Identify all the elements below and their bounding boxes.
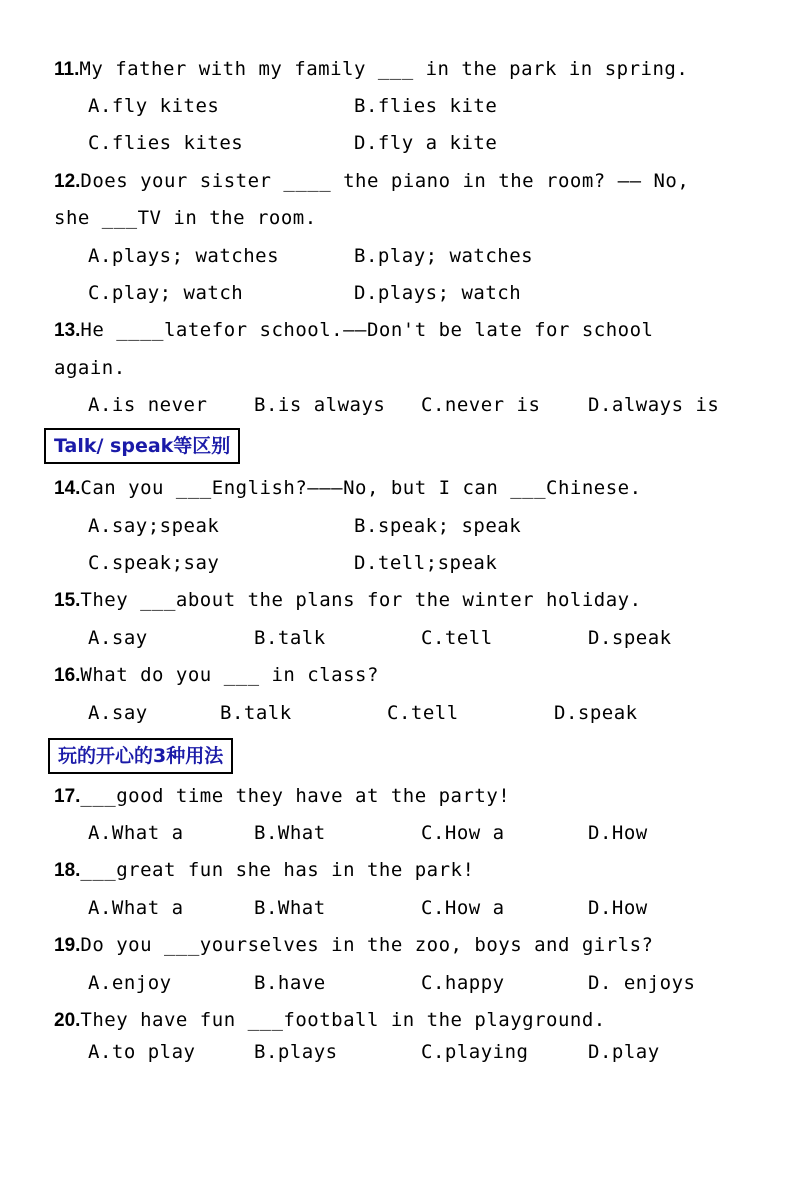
option-d: D.speak (554, 702, 638, 724)
question-number: 15. (54, 590, 81, 611)
question-number: 20. (54, 1010, 81, 1031)
option-c: C.playing (421, 1041, 529, 1063)
option-c: C.flies kites (88, 132, 244, 154)
option-a: A.say (88, 627, 148, 649)
question-text: Can you ___English?———No, but I can ___Chinese. (80, 477, 642, 499)
section-heading-have-fun: 玩的开心的3种用法 (48, 738, 233, 774)
option-a: A.What a (88, 897, 184, 919)
option-c: C.play; watch (88, 282, 244, 304)
option-d: D.How (588, 897, 648, 919)
option-c: C.never is (421, 394, 541, 416)
question-11-line-1 (54, 57, 688, 82)
option-d: D.always is (588, 394, 720, 416)
option-b: B.flies kite (354, 95, 498, 117)
option-c: C.tell (421, 627, 493, 649)
option-b: B.is always (254, 394, 386, 416)
option-d: D. enjoys (588, 972, 696, 994)
option-d: D.How (588, 822, 648, 844)
option-c: C.tell (387, 702, 459, 724)
question-text: They ___about the plans for the winter holiday. (80, 589, 642, 611)
option-d: D.tell;speak (354, 552, 498, 574)
option-d: D.plays; watch (354, 282, 522, 304)
option-c: C.How a (421, 822, 505, 844)
option-a: A.What a (88, 822, 184, 844)
option-a: A.plays; watches (88, 245, 280, 267)
option-b: B.plays (254, 1041, 338, 1063)
option-d: D.speak (588, 627, 672, 649)
question-16-line-1 (54, 663, 379, 688)
question-12-line-2: she ___TV in the room. (54, 207, 317, 229)
question-18-line-1 (54, 858, 474, 883)
question-number: 14. (54, 478, 81, 499)
question-text: What do you ___ in class? (80, 664, 379, 686)
option-c: C.How a (421, 897, 505, 919)
question-12-line-1 (54, 169, 689, 194)
question-17-line-1 (54, 784, 510, 809)
question-text: He ____latefor school.——Don't be late for school (80, 319, 654, 341)
question-number: 19. (54, 935, 81, 956)
option-c: C.speak;say (88, 552, 220, 574)
option-a: A.is never (88, 394, 208, 416)
option-b: B.What (254, 897, 326, 919)
option-c: C.happy (421, 972, 505, 994)
question-19-line-1 (54, 933, 654, 958)
option-a: A.say;speak (88, 515, 220, 537)
question-15-line-1 (54, 588, 642, 613)
option-b: B.What (254, 822, 326, 844)
question-text: ___good time they have at the party! (80, 785, 511, 807)
question-text: Does your sister ____ the piano in the room? —— No, (80, 170, 690, 192)
option-b: B.talk (220, 702, 292, 724)
option-d: D.fly a kite (354, 132, 498, 154)
question-13-line-1 (54, 318, 654, 343)
option-a: A.enjoy (88, 972, 172, 994)
question-number: 12. (54, 171, 81, 192)
option-d: D.play (588, 1041, 660, 1063)
option-a: A.fly kites (88, 95, 220, 117)
question-number: 11. (54, 59, 80, 80)
question-text: Do you ___yourselves in the zoo, boys and girls? (80, 934, 654, 956)
option-a: A.say (88, 702, 148, 724)
question-number: 13. (54, 320, 81, 341)
question-14-line-1 (54, 476, 642, 501)
question-text: My father with my family ___ in the park in spring. (79, 58, 689, 80)
question-text: ___great fun she has in the park! (80, 859, 475, 881)
option-b: B.play; watches (354, 245, 534, 267)
question-number: 17. (54, 786, 81, 807)
question-20-options-row (88, 1040, 660, 1184)
question-13-line-2: again. (54, 357, 126, 379)
question-20-line-1 (54, 1008, 606, 1033)
option-b: B.have (254, 972, 326, 994)
option-a: A.to play (88, 1041, 196, 1063)
option-b: B.speak; speak (354, 515, 522, 537)
question-text: They have fun ___football in the playground. (80, 1009, 606, 1031)
section-heading-talk-speak: Talk/ speak等区别 (44, 428, 240, 464)
question-number: 16. (54, 665, 81, 686)
option-b: B.talk (254, 627, 326, 649)
question-number: 18. (54, 860, 81, 881)
